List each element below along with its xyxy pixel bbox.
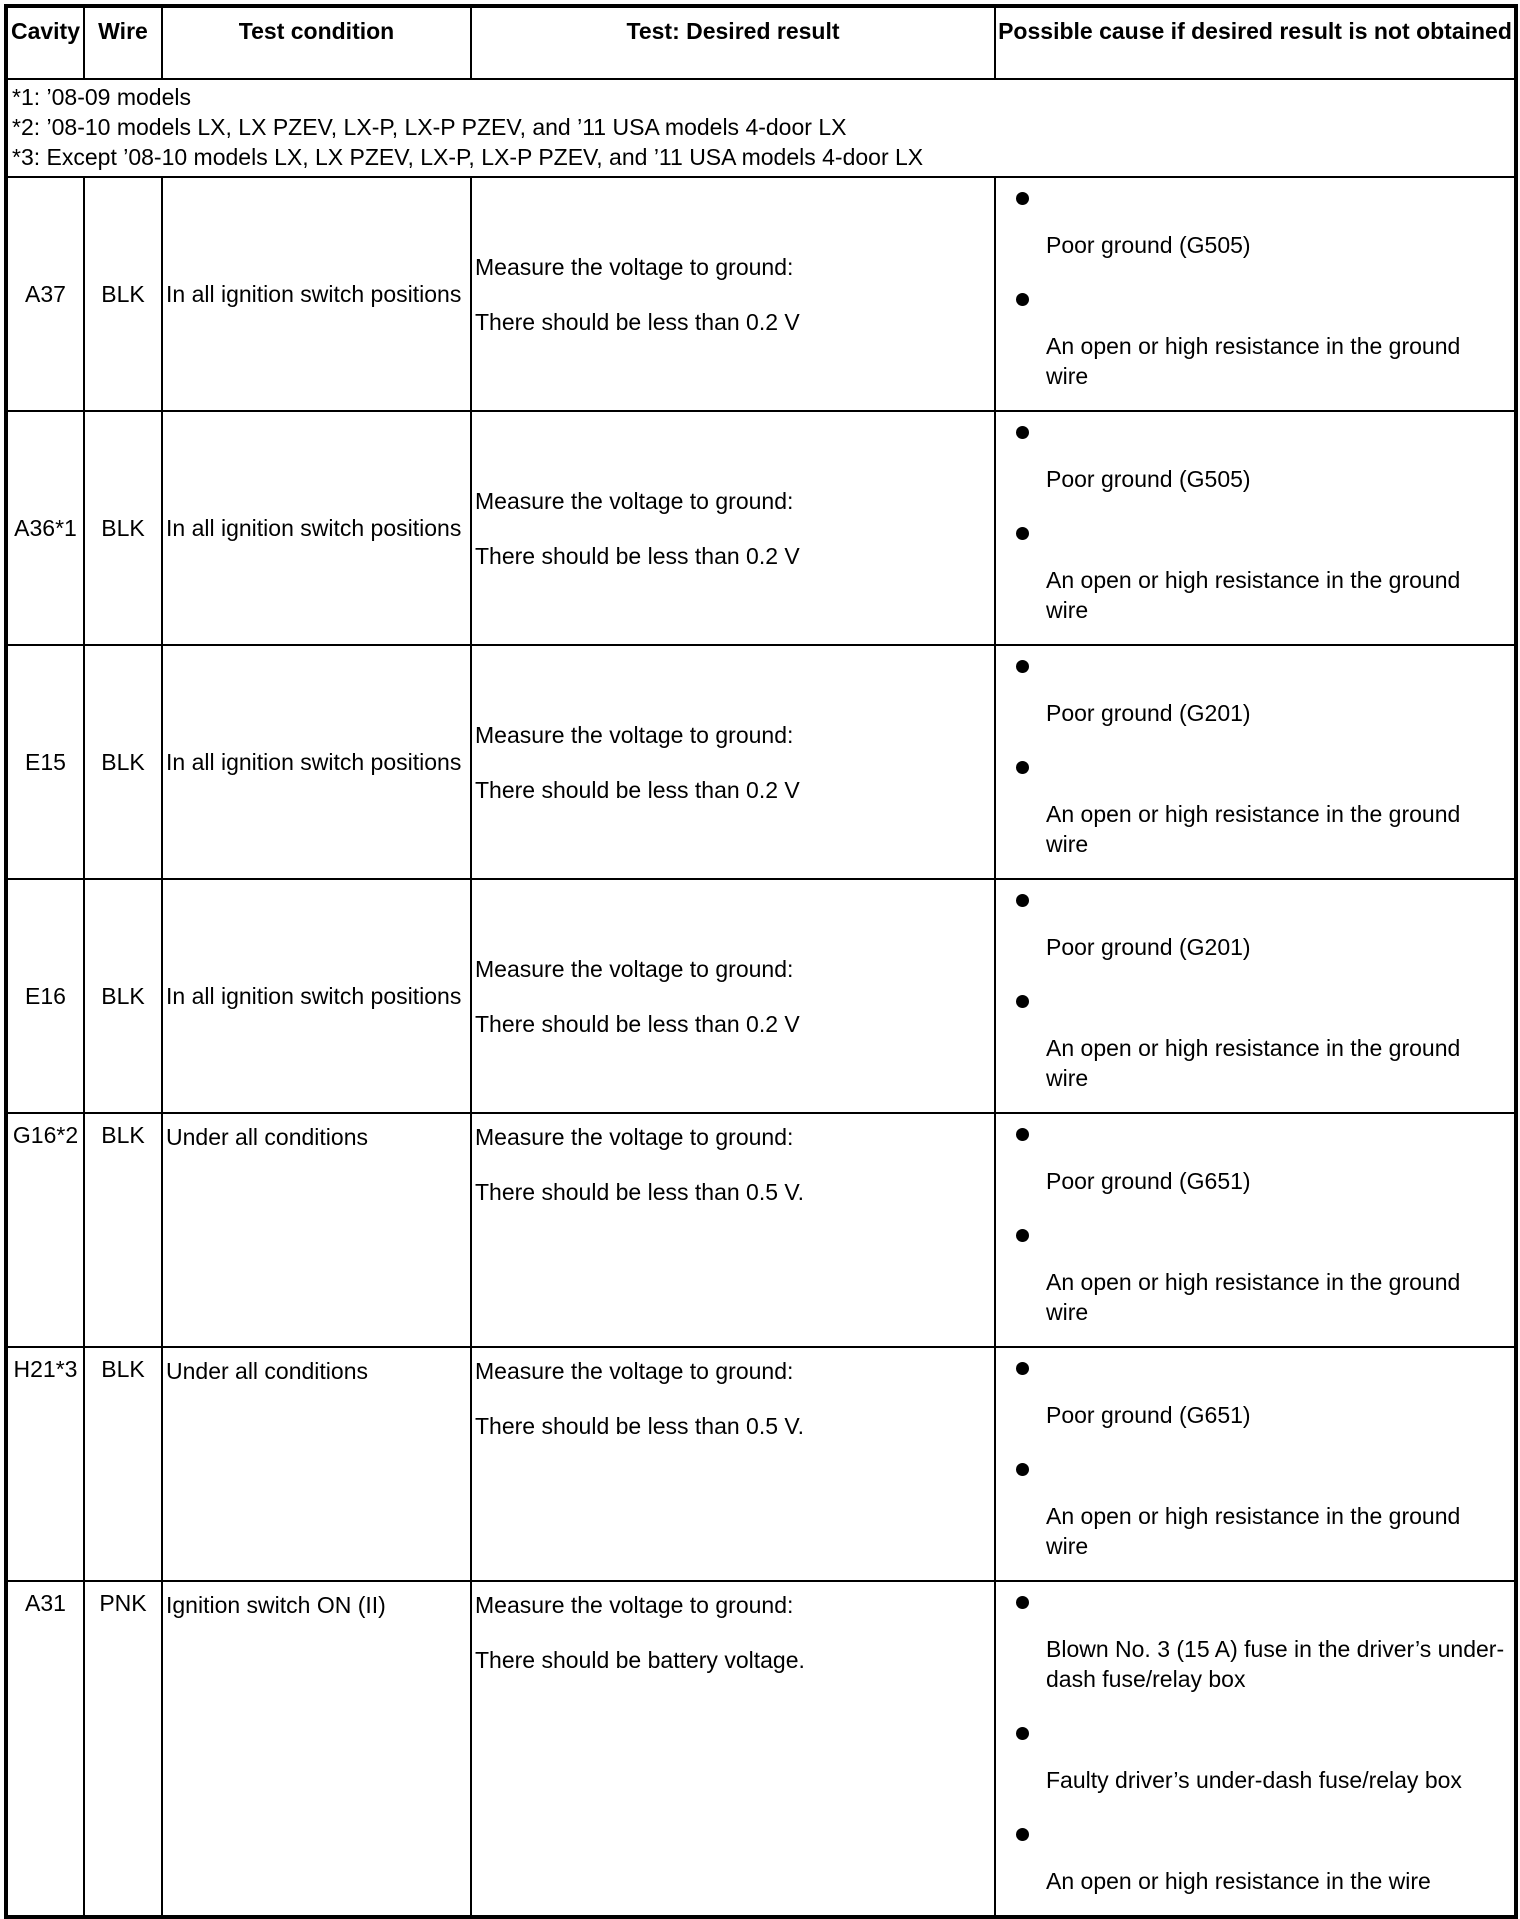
- bullet: [1016, 412, 1514, 446]
- test-condition-cell: [162, 411, 471, 645]
- test-condition-cell: [162, 177, 471, 411]
- possible-cause-cell: [995, 177, 1516, 411]
- bullet-dot-icon: [1016, 1828, 1029, 1841]
- footnote-2: *2: ’08-10 models LX, LX PZEV, LX-P, LX-P PZEV, and ’11 USA models 4-door LX: [12, 114, 847, 140]
- cause-item: Poor ground (G651): [1046, 1168, 1251, 1194]
- possible-cause-cell: [995, 1113, 1516, 1347]
- result-line: Measure the voltage to ground:: [475, 1124, 794, 1150]
- bullet-dot-icon: [1016, 1463, 1029, 1476]
- test-condition-text: Under all conditions: [166, 1124, 369, 1150]
- bullet: [1016, 178, 1514, 212]
- header-possible-cause: Possible cause if desired result is not obtained: [995, 6, 1516, 79]
- bullet: [1016, 646, 1514, 680]
- desired-result-cell: [471, 879, 995, 1113]
- bullet-dot-icon: [1016, 192, 1029, 205]
- cause-item: Poor ground (G505): [1046, 232, 1251, 258]
- wire-cell: BLK: [84, 177, 162, 411]
- desired-result-cell: [471, 1113, 995, 1347]
- test-condition-text: Under all conditions: [166, 1358, 369, 1384]
- bullet: [1016, 1215, 1514, 1249]
- test-condition-text: Ignition switch ON (II): [166, 1592, 386, 1618]
- wire-cell: BLK: [84, 1347, 162, 1581]
- bullet-dot-icon: [1016, 660, 1029, 673]
- header-row: [6, 6, 1516, 79]
- cause-item: An open or high resistance in the ground wire: [1046, 1269, 1461, 1325]
- cause-item: Poor ground (G505): [1046, 466, 1251, 492]
- page: [4, 4, 1514, 1894]
- cause-item: Poor ground (G651): [1046, 1402, 1251, 1428]
- bullet-dot-icon: [1016, 1727, 1029, 1740]
- possible-cause-cell: [995, 1347, 1516, 1581]
- wire-cell: PNK: [84, 1581, 162, 1917]
- result-line: Measure the voltage to ground:: [475, 721, 794, 748]
- cause-item: Blown No. 3 (15 A) fuse in the driver’s under-dash fuse/relay box: [1046, 1636, 1505, 1692]
- result-line: Measure the voltage to ground:: [475, 955, 794, 982]
- bullet-dot-icon: [1016, 527, 1029, 540]
- test-condition-text: In all ignition switch positions: [166, 983, 462, 1009]
- bullet-dot-icon: [1016, 293, 1029, 306]
- test-condition-cell: [162, 1581, 471, 1917]
- footnote-1: *1: ’08-09 models: [12, 84, 191, 110]
- result-line: Measure the voltage to ground:: [475, 487, 794, 514]
- header-cavity: Cavity: [6, 6, 84, 79]
- bullet: [1016, 880, 1514, 914]
- header-desired-result: Test: Desired result: [471, 6, 995, 79]
- wire-cell: BLK: [84, 411, 162, 645]
- cause-item: An open or high resistance in the ground wire: [1046, 567, 1461, 623]
- table-row: [6, 645, 1516, 879]
- bullet: [1016, 1449, 1514, 1483]
- cavity-cell: A37: [6, 177, 84, 411]
- possible-cause-cell: [995, 411, 1516, 645]
- cause-item: Poor ground (G201): [1046, 700, 1251, 726]
- cause-list: [996, 1348, 1514, 1580]
- cause-item: An open or high resistance in the wire: [1046, 1868, 1431, 1894]
- bullet: [1016, 1114, 1514, 1148]
- result-line: There should be less than 0.5 V.: [475, 1413, 805, 1439]
- desired-result-cell: [471, 1347, 995, 1581]
- bullet: [1016, 279, 1514, 313]
- table-row: [6, 177, 1516, 411]
- cause-item: An open or high resistance in the ground wire: [1046, 1035, 1461, 1091]
- possible-cause-cell: [995, 645, 1516, 879]
- wire-cell: BLK: [84, 879, 162, 1113]
- test-condition-cell: [162, 645, 471, 879]
- cavity-cell: G16*2: [6, 1113, 84, 1347]
- wire-cell: BLK: [84, 645, 162, 879]
- result-spacer: [475, 750, 994, 775]
- test-condition-cell: [162, 1347, 471, 1581]
- footnote-3: *3: Except ’08-10 models LX, LX PZEV, LX-P, LX-P PZEV, and ’11 USA models 4-door LX: [12, 144, 924, 170]
- bullet: [1016, 1713, 1514, 1747]
- test-condition-text: In all ignition switch positions: [166, 281, 462, 307]
- cause-list: [996, 412, 1514, 644]
- desired-result-cell: [471, 177, 995, 411]
- cavity-cell: E15: [6, 645, 84, 879]
- result-spacer: [475, 1386, 994, 1411]
- header-wire: Wire: [84, 6, 162, 79]
- possible-cause-cell: [995, 879, 1516, 1113]
- test-condition-cell: [162, 1113, 471, 1347]
- result-line: There should be less than 0.2 V: [475, 1010, 800, 1037]
- bullet: [1016, 981, 1514, 1015]
- result-spacer: [475, 282, 994, 307]
- cavity-cell: A36*1: [6, 411, 84, 645]
- cause-item: Faulty driver’s under-dash fuse/relay box: [1046, 1767, 1462, 1793]
- bullet: [1016, 1582, 1514, 1616]
- result-spacer: [475, 1152, 994, 1177]
- wire-cell: BLK: [84, 1113, 162, 1347]
- cause-list: [996, 178, 1514, 410]
- result-line: There should be less than 0.2 V: [475, 308, 800, 335]
- cause-item: Poor ground (G201): [1046, 934, 1251, 960]
- cause-list: [996, 646, 1514, 878]
- table-row: [6, 1581, 1516, 1917]
- cause-item: An open or high resistance in the ground wire: [1046, 801, 1461, 857]
- test-table: [4, 4, 1518, 1919]
- bullet: [1016, 1348, 1514, 1382]
- test-condition-text: In all ignition switch positions: [166, 749, 462, 775]
- possible-cause-cell: [995, 1581, 1516, 1917]
- table-row: [6, 879, 1516, 1113]
- table-row: [6, 1347, 1516, 1581]
- result-line: Measure the voltage to ground:: [475, 1358, 794, 1384]
- result-line: There should be battery voltage.: [475, 1647, 805, 1673]
- cause-list: [996, 1582, 1514, 1915]
- result-line: There should be less than 0.2 V: [475, 542, 800, 569]
- cavity-cell: A31: [6, 1581, 84, 1917]
- result-spacer: [475, 516, 994, 541]
- result-line: There should be less than 0.2 V: [475, 776, 800, 803]
- result-line: Measure the voltage to ground:: [475, 253, 794, 280]
- result-line: There should be less than 0.5 V.: [475, 1179, 805, 1205]
- bullet: [1016, 513, 1514, 547]
- bullet-dot-icon: [1016, 1362, 1029, 1375]
- desired-result-cell: [471, 1581, 995, 1917]
- desired-result-cell: [471, 411, 995, 645]
- cause-item: An open or high resistance in the ground wire: [1046, 1503, 1461, 1559]
- bullet-dot-icon: [1016, 1229, 1029, 1242]
- bullet-dot-icon: [1016, 1596, 1029, 1609]
- table-row: [6, 411, 1516, 645]
- footnotes-row: [6, 79, 1516, 177]
- result-spacer: [475, 984, 994, 1009]
- result-line: Measure the voltage to ground:: [475, 1592, 794, 1618]
- test-condition-cell: [162, 879, 471, 1113]
- cause-item: An open or high resistance in the ground wire: [1046, 333, 1461, 389]
- cause-list: [996, 880, 1514, 1112]
- footnotes-cell: [6, 79, 1516, 177]
- test-condition-text: In all ignition switch positions: [166, 515, 462, 541]
- bullet-dot-icon: [1016, 1128, 1029, 1141]
- cavity-cell: E16: [6, 879, 84, 1113]
- bullet: [1016, 1814, 1514, 1848]
- cause-list: [996, 1114, 1514, 1346]
- bullet-dot-icon: [1016, 761, 1029, 774]
- table-row: [6, 1113, 1516, 1347]
- desired-result-cell: [471, 645, 995, 879]
- bullet: [1016, 747, 1514, 781]
- result-spacer: [475, 1620, 994, 1645]
- cavity-cell: H21*3: [6, 1347, 84, 1581]
- bullet-dot-icon: [1016, 995, 1029, 1008]
- header-test-condition: Test condition: [162, 6, 471, 79]
- bullet-dot-icon: [1016, 426, 1029, 439]
- bullet-dot-icon: [1016, 894, 1029, 907]
